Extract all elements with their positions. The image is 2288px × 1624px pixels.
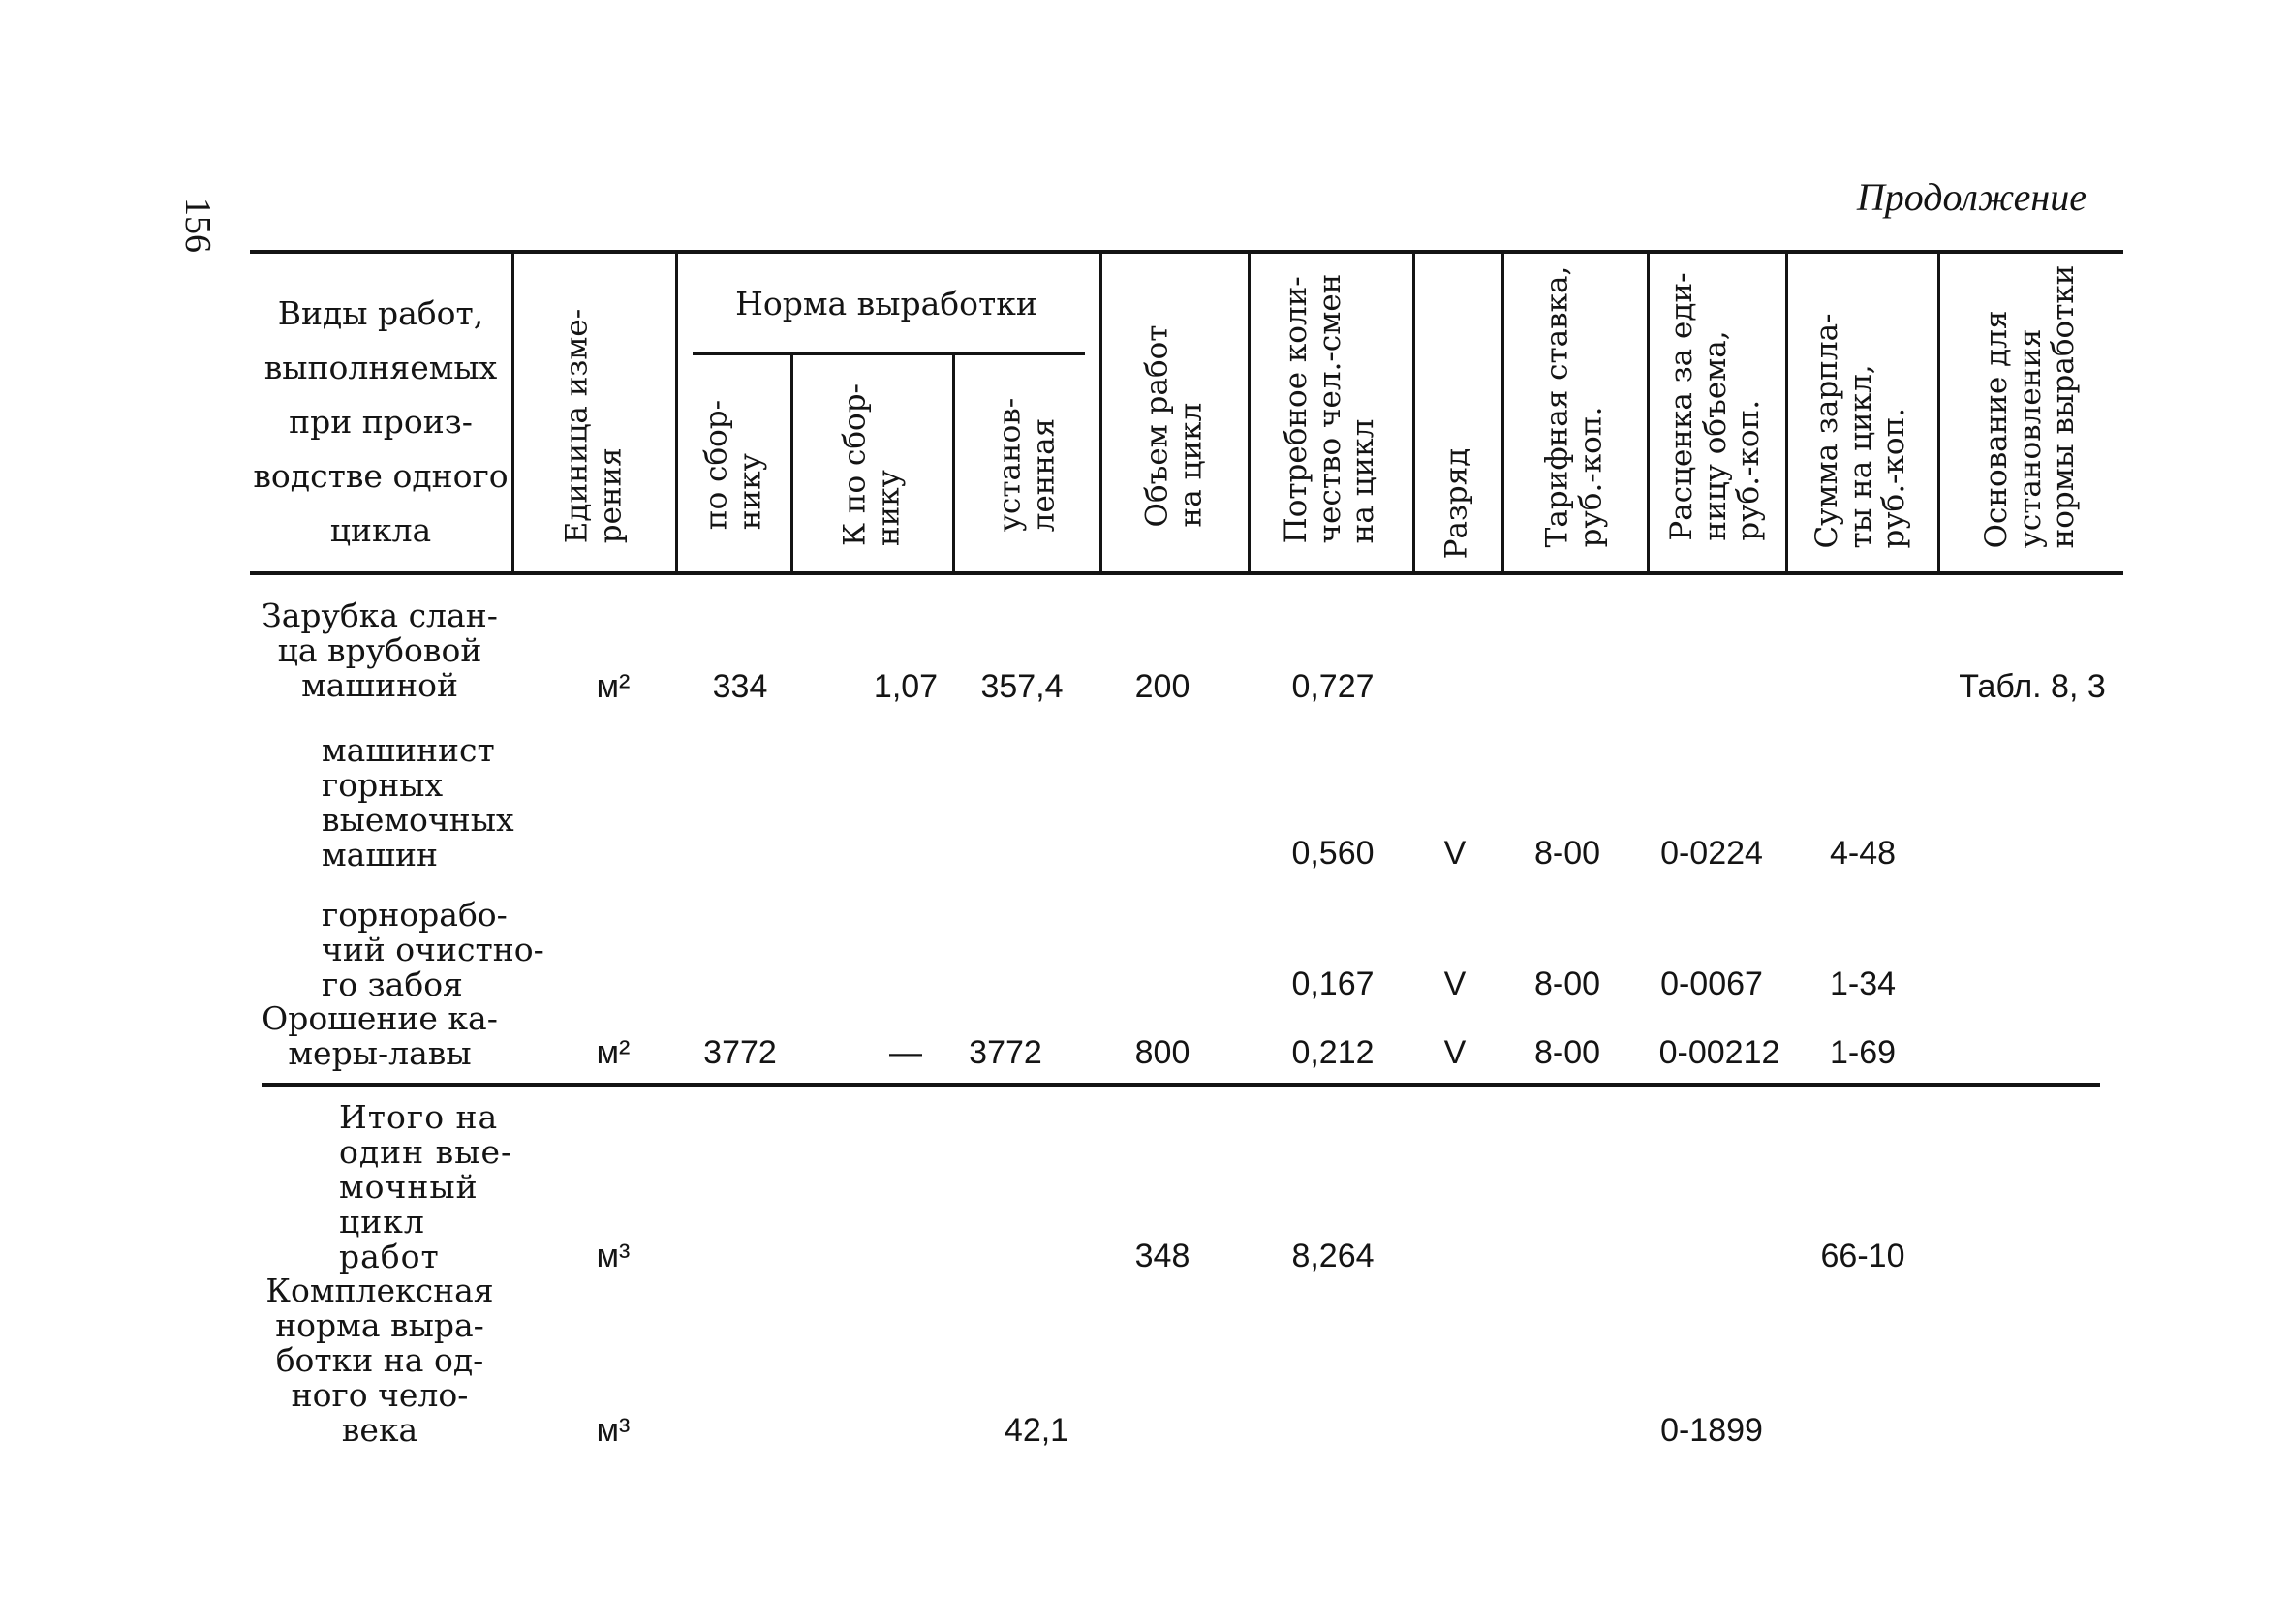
header-wage-sum: Сумма зарпла- ты на цикл, руб.-коп. (1809, 313, 1912, 549)
total-rate: 0-1899 (1660, 1412, 1763, 1449)
col-rule (1937, 252, 1940, 571)
table-top-rule (250, 250, 2123, 254)
header-tariff: Тарифная ставка, руб.-коп. (1539, 265, 1608, 548)
row-work-label: горнорабо- чий очистно- го забоя (322, 896, 544, 1003)
header-bottom-rule (250, 571, 2123, 575)
header-required: Потребное коли- чество чел.-смен на цикл (1278, 273, 1381, 544)
col-rule (1501, 252, 1504, 571)
row-tariff: 8-00 (1533, 1034, 1601, 1071)
header-volume: Объем работ на цикл (1139, 324, 1208, 528)
row-wage-sum: 1-34 (1829, 965, 1897, 1002)
col-rule (1647, 252, 1650, 571)
total-work-label: Итого на один вые- мочный цикл работ (339, 1098, 513, 1275)
row-norm-collection: 3772 (703, 1034, 777, 1071)
row-work-label: Орошение ка- меры-лавы (262, 999, 498, 1072)
row-wage-sum: 4-48 (1829, 835, 1897, 872)
row-work-label: Зарубка слан- ца врубовой машиной (262, 597, 498, 704)
row-grade: V (1443, 1034, 1467, 1071)
row-rate: 0-00212 (1658, 1034, 1780, 1071)
header-grade: Разряд (1438, 447, 1474, 560)
row-norm-established: 357,4 (980, 668, 1064, 705)
row-basis: Табл. 8, 3 (1959, 668, 2106, 705)
row-tariff: 8-00 (1533, 835, 1601, 872)
header-norm-collection: по сбор- нику (698, 399, 767, 531)
total-required: 8,264 (1291, 1238, 1375, 1274)
totals-rule (262, 1083, 2100, 1087)
row-required: 0,727 (1291, 668, 1375, 705)
header-norm-group: Норма выработки (735, 285, 1037, 322)
row-k: 1,07 (873, 668, 939, 705)
row-norm-established: 3772 (969, 1034, 1042, 1071)
row-grade: V (1443, 835, 1467, 872)
total-work-label: Комплексная норма выра- ботки на од- ного чело- века (265, 1272, 494, 1449)
header-unit: Единица изме- рения (559, 308, 628, 544)
row-norm-collection: 334 (712, 668, 768, 705)
total-volume: 348 (1134, 1238, 1190, 1274)
col-rule (511, 252, 514, 571)
header-norm-established: установ- ленная (992, 397, 1061, 533)
col-rule (1785, 252, 1788, 571)
row-work-label: машинист горных выемочных машин (322, 731, 514, 873)
total-wage-sum: 66-10 (1820, 1238, 1905, 1274)
total-unit: м³ (596, 1412, 631, 1449)
row-unit: м² (596, 1034, 631, 1071)
row-k: — (889, 1034, 922, 1071)
page-number: 156 (177, 198, 218, 253)
row-unit: м² (596, 668, 631, 705)
row-volume: 200 (1134, 668, 1190, 705)
row-volume: 800 (1134, 1034, 1190, 1071)
col-rule (952, 354, 955, 571)
header-basis: Основание для установления нормы выработки (1978, 264, 2082, 549)
row-required: 0,167 (1291, 965, 1375, 1002)
row-tariff: 8-00 (1533, 965, 1601, 1002)
row-rate: 0-0224 (1660, 835, 1763, 872)
total-unit: м³ (596, 1238, 631, 1274)
col-rule (1099, 252, 1102, 571)
header-work-types: Виды работ, выполняемых при произ- водстве одного цикла (253, 294, 509, 549)
col-rule (1412, 252, 1415, 571)
page-title: Продолжение (1856, 175, 2087, 219)
header-k-collection: К по сбор- нику (837, 383, 906, 547)
col-rule (790, 354, 793, 571)
total-norm-established: 42,1 (1004, 1412, 1069, 1449)
col-rule (1248, 252, 1251, 571)
row-rate: 0-0067 (1660, 965, 1763, 1002)
norm-group-rule (693, 352, 1085, 355)
row-required: 0,560 (1291, 835, 1375, 872)
row-grade: V (1443, 965, 1467, 1002)
header-rate: Расценка за еди- ницу объема, руб.-коп. (1663, 272, 1767, 541)
row-required: 0,212 (1291, 1034, 1375, 1071)
row-wage-sum: 1-69 (1829, 1034, 1897, 1071)
